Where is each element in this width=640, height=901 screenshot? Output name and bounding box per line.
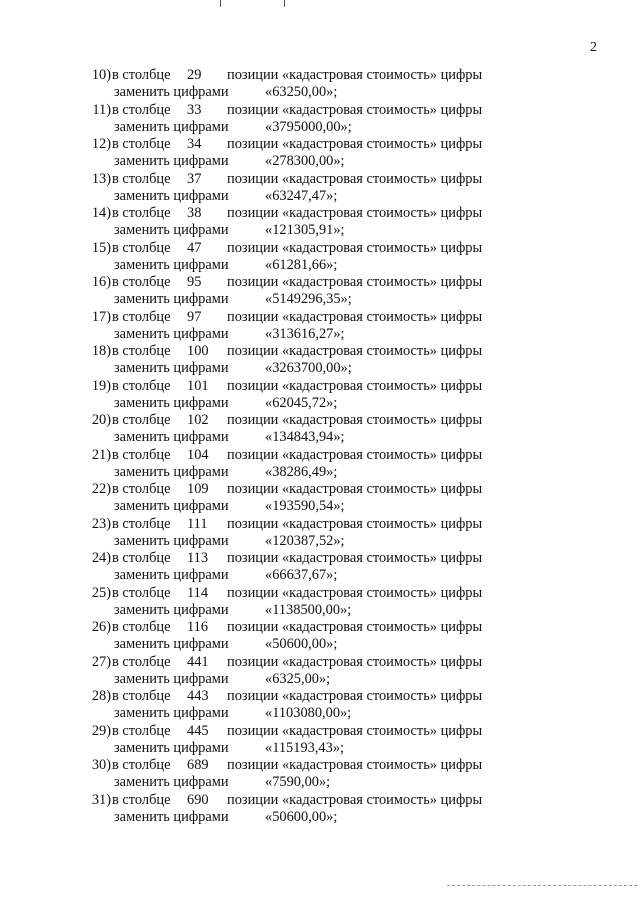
in-column-text: в столбце <box>112 446 171 463</box>
column-number: 101 <box>187 377 209 394</box>
column-number: 104 <box>187 446 209 463</box>
item-number: 31) <box>91 791 111 808</box>
item-number: 15) <box>91 239 111 256</box>
replace-text: заменить цифрами <box>114 325 229 342</box>
amendment-item <box>0 757 640 792</box>
item-number: 18) <box>91 343 111 359</box>
item-number: 28) <box>91 688 111 704</box>
replace-text: заменить цифрами <box>114 808 229 825</box>
replace-text: заменить цифрами <box>114 567 229 583</box>
column-number: 95 <box>187 274 202 290</box>
amendment-list <box>0 67 640 826</box>
in-column-text: в столбце <box>112 274 171 290</box>
new-value: «63250,00»; <box>265 84 338 100</box>
amendment-item <box>0 102 640 137</box>
new-value: «1138500,00»; <box>265 601 352 618</box>
amendment-item <box>0 723 640 758</box>
item-number: 25) <box>91 584 111 601</box>
in-column-text: в столбце <box>112 550 171 566</box>
replace-text: заменить цифрами <box>114 463 229 480</box>
in-column-text: в столбце <box>112 377 171 394</box>
replace-text: заменить цифрами <box>114 739 229 756</box>
item-number: 21) <box>91 446 111 463</box>
new-value: «115193,43»; <box>265 739 345 756</box>
new-value: «121305,91»; <box>265 222 345 238</box>
replace-text: заменить цифрами <box>114 532 229 549</box>
amendment-item <box>0 481 640 516</box>
new-value: «193590,54»; <box>265 498 345 514</box>
scan-mark <box>220 0 221 7</box>
amendment-item <box>0 67 640 102</box>
position-text: позиции «кадастровая стоимость» цифры <box>227 308 483 325</box>
column-number: 441 <box>187 653 209 670</box>
in-column-text: в столбце <box>112 757 171 773</box>
replace-text: заменить цифрами <box>114 187 229 204</box>
position-text: позиции «кадастровая стоимость» цифры <box>227 67 483 83</box>
replace-text: заменить цифрами <box>114 636 229 652</box>
position-text: позиции «кадастровая стоимость» цифры <box>227 170 483 187</box>
item-number: 27) <box>91 653 111 670</box>
column-number: 689 <box>187 757 209 773</box>
replace-text: заменить цифрами <box>114 601 229 618</box>
amendment-item <box>0 654 640 689</box>
item-number: 16) <box>91 274 111 290</box>
position-text: позиции «кадастровая стоимость» цифры <box>227 274 483 290</box>
new-value: «62045,72»; <box>265 394 338 411</box>
column-number: 37 <box>187 170 202 187</box>
in-column-text: в столбце <box>112 308 171 325</box>
scan-mark <box>284 0 285 7</box>
position-text: позиции «кадастровая стоимость» цифры <box>227 584 483 601</box>
position-text: позиции «кадастровая стоимость» цифры <box>227 412 483 428</box>
in-column-text: в столбце <box>112 481 171 497</box>
column-number: 111 <box>187 515 208 532</box>
position-text: позиции «кадастровая стоимость» цифры <box>227 343 483 359</box>
amendment-item <box>0 171 640 206</box>
column-number: 38 <box>187 205 202 221</box>
column-number: 116 <box>187 619 209 635</box>
new-value: «7590,00»; <box>265 774 331 790</box>
amendment-item <box>0 412 640 447</box>
column-number: 113 <box>187 550 209 566</box>
replace-text: заменить цифрами <box>114 360 229 376</box>
amendment-item <box>0 274 640 309</box>
column-number: 690 <box>187 791 209 808</box>
position-text: позиции «кадастровая стоимость» цифры <box>227 481 483 497</box>
item-number: 17) <box>91 308 111 325</box>
replace-text: заменить цифрами <box>114 774 229 790</box>
position-text: позиции «кадастровая стоимость» цифры <box>227 688 483 704</box>
item-number: 19) <box>91 377 111 394</box>
amendment-item <box>0 585 640 620</box>
in-column-text: в столбце <box>112 239 171 256</box>
new-value: «120387,52»; <box>265 532 345 549</box>
item-number: 14) <box>91 205 111 221</box>
replace-text: заменить цифрами <box>114 291 229 307</box>
in-column-text: в столбце <box>112 653 171 670</box>
new-value: «278300,00»; <box>265 153 345 169</box>
amendment-item <box>0 378 640 413</box>
column-number: 29 <box>187 67 202 83</box>
column-number: 100 <box>187 343 209 359</box>
new-value: «38286,49»; <box>265 463 338 480</box>
item-number: 11) <box>92 101 111 118</box>
position-text: позиции «кадастровая стоимость» цифры <box>227 550 483 566</box>
item-number: 30) <box>91 757 111 773</box>
position-text: позиции «кадастровая стоимость» цифры <box>227 101 483 118</box>
in-column-text: в столбце <box>112 412 171 428</box>
new-value: «1103080,00»; <box>265 705 352 721</box>
amendment-item <box>0 240 640 275</box>
in-column-text: в столбце <box>112 688 171 704</box>
replace-text: заменить цифрами <box>114 256 229 273</box>
item-number: 22) <box>91 481 111 497</box>
replace-text: заменить цифрами <box>114 118 229 135</box>
new-value: «6325,00»; <box>265 670 331 687</box>
new-value: «3263700,00»; <box>265 360 352 376</box>
in-column-text: в столбце <box>112 584 171 601</box>
new-value: «3795000,00»; <box>265 118 352 135</box>
new-value: «50600,00»; <box>265 636 338 652</box>
page-number: 2 <box>590 40 597 55</box>
replace-text: заменить цифрами <box>114 394 229 411</box>
amendment-item <box>0 792 640 827</box>
column-number: 102 <box>187 412 209 428</box>
item-number: 20) <box>91 412 111 428</box>
item-number: 13) <box>91 170 111 187</box>
item-number: 12) <box>91 136 111 152</box>
column-number: 114 <box>187 584 209 601</box>
item-number: 23) <box>91 515 111 532</box>
replace-text: заменить цифрами <box>114 429 229 445</box>
amendment-item <box>0 447 640 482</box>
item-number: 29) <box>91 722 111 739</box>
new-value: «63247,47»; <box>265 187 338 204</box>
item-number: 26) <box>91 619 111 635</box>
in-column-text: в столбце <box>112 67 171 83</box>
item-number: 24) <box>91 550 111 566</box>
footer-dashed-line <box>447 885 637 886</box>
new-value: «61281,66»; <box>265 256 338 273</box>
amendment-item <box>0 619 640 654</box>
amendment-item <box>0 688 640 723</box>
column-number: 445 <box>187 722 209 739</box>
in-column-text: в столбце <box>112 343 171 359</box>
column-number: 34 <box>187 136 202 152</box>
amendment-item <box>0 205 640 240</box>
position-text: позиции «кадастровая стоимость» цифры <box>227 653 483 670</box>
position-text: позиции «кадастровая стоимость» цифры <box>227 446 483 463</box>
position-text: позиции «кадастровая стоимость» цифры <box>227 136 483 152</box>
amendment-item <box>0 136 640 171</box>
position-text: позиции «кадастровая стоимость» цифры <box>227 757 483 773</box>
new-value: «66637,67»; <box>265 567 338 583</box>
replace-text: заменить цифрами <box>114 670 229 687</box>
new-value: «50600,00»; <box>265 808 338 825</box>
in-column-text: в столбце <box>112 136 171 152</box>
position-text: позиции «кадастровая стоимость» цифры <box>227 205 483 221</box>
position-text: позиции «кадастровая стоимость» цифры <box>227 239 483 256</box>
amendment-item <box>0 309 640 344</box>
in-column-text: в столбце <box>112 722 171 739</box>
position-text: позиции «кадастровая стоимость» цифры <box>227 515 483 532</box>
new-value: «134843,94»; <box>265 429 345 445</box>
replace-text: заменить цифрами <box>114 222 229 238</box>
in-column-text: в столбце <box>112 170 171 187</box>
in-column-text: в столбце <box>112 515 171 532</box>
item-number: 10) <box>91 67 111 83</box>
column-number: 97 <box>187 308 202 325</box>
replace-text: заменить цифрами <box>114 498 229 514</box>
amendment-item <box>0 550 640 585</box>
column-number: 443 <box>187 688 209 704</box>
column-number: 47 <box>187 239 202 256</box>
column-number: 33 <box>187 101 202 118</box>
new-value: «5149296,35»; <box>265 291 352 307</box>
in-column-text: в столбце <box>112 619 171 635</box>
replace-text: заменить цифрами <box>114 153 229 169</box>
in-column-text: в столбце <box>112 791 171 808</box>
position-text: позиции «кадастровая стоимость» цифры <box>227 722 483 739</box>
position-text: позиции «кадастровая стоимость» цифры <box>227 791 483 808</box>
in-column-text: в столбце <box>112 101 171 118</box>
replace-text: заменить цифрами <box>114 84 229 100</box>
new-value: «313616,27»; <box>265 325 345 342</box>
position-text: позиции «кадастровая стоимость» цифры <box>227 619 483 635</box>
amendment-item <box>0 516 640 551</box>
amendment-item <box>0 343 640 378</box>
in-column-text: в столбце <box>112 205 171 221</box>
position-text: позиции «кадастровая стоимость» цифры <box>227 377 483 394</box>
column-number: 109 <box>187 481 209 497</box>
replace-text: заменить цифрами <box>114 705 229 721</box>
